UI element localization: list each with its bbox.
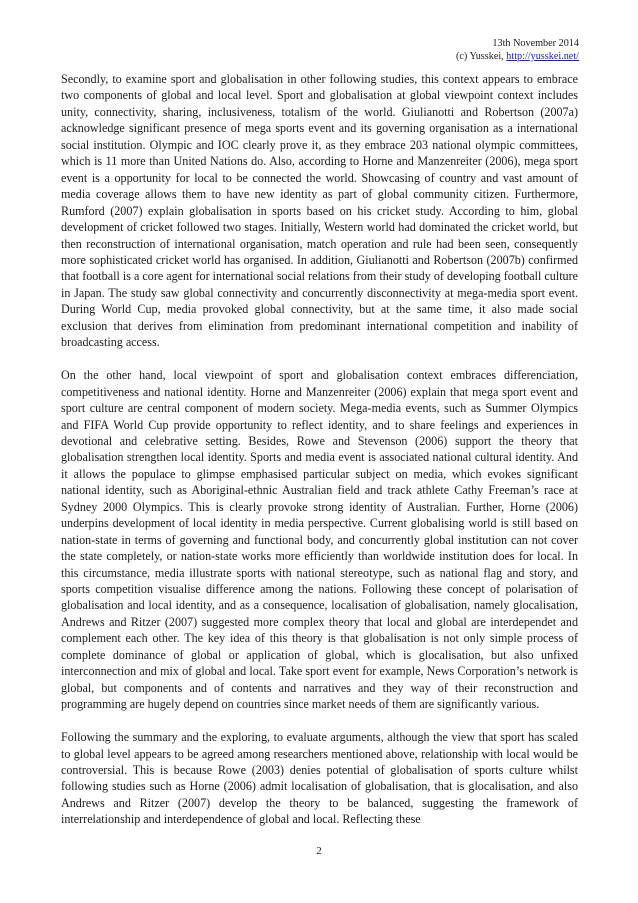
page-header bbox=[456, 37, 579, 63]
paragraph-local-viewpoint: On the other hand, local viewpoint of sport and globalisation context embraces differenciation, competitiveness and national identity. Horne and Manzenreiter (2006) explain that mega sport event and sport culture are central component of modern society. Mega-media events, such as Summer Olympics and FIFA World Cup provide opportunity to reflect identity, and to share feelings and experiences in devotional and celebrative setting. Besides, Rowe and Stevenson (2006) support the theory that globalisation strengthen local identity. Sports and media event is associated national cultural identity. And it allows the populace to glimpse emphasised particular subject on media, which evokes significant national identity, such as Aboriginal-ethnic Australian field and track athlete Cathy Freeman’s race at Sydney 2000 Olympics. This is clearly provoke strong identity of Australian. Further, Horne (2006) underpins development of local identity in media perspective. Current globalising world is still based on nation-state in terms of governing and functional body, and concurrently global institution can not cover the state completely, or nation-state works more efficiently than worldwide institution does for local. In this circumstance, media illustrate sports with national stereotype, such as national flag and story, and sports competition visualise difference among the nations. Following these concept of polarisation of globalisation and local identity, and as a consequence, localisation of globalisation, namely glocalisation, Andrews and Ritzer (2007) suggested more complex theory that local and global are interdependet and complement each other. The key idea of this theory is that globalisation is not only simple process of complete dominance of global or application of global, which is glocalisation, but also unfixed interconnection and mix of global and local. Take sport event for example, News Corporation’s network is global, but components and of contents and narratives and they way of their reconstruction and programming are hugely depend on countries since market needs of them are significantly various. bbox=[61, 368, 578, 712]
paragraph-global-viewpoint: Secondly, to examine sport and globalisation in other following studies, this context appears to embrace two components of global and local level. Sport and globalisation at global viewpoint context includes unity, connectivity, sharing, inclusiveness, totalism of the world. Giulianotti and Robertson (2007a) acknowledge significant presence of mega sports event and its governing organisation as a international social institution. Olympic and IOC clearly prove it, as they embrace 203 national olympic committees, which is 11 more than United Nations do. Also, according to Horne and Manzenreiter (2006), mega sport event is a opportunity for local to be connected the world. Showcasing of country and vast amount of media coverage allows them to have new identity as part of global community citizen. Furthermore, Rumford (2007) explain globalisation in sports based on his cricket study. According to him, global development of cricket followed two stages. Initially, Western world had dominated the cricket world, but then reconstruction of international organisation, match operation and rule had been seen, consequently more sophisticated cricket world has organised. In addition, Giulianotti and Robertson (2007b) confirmed that football is a core agent for international social relations from their study of developing football culture in Japan. The study saw global connectivity and concurrently disconnectivity at mega-media sport event. During World Cup, media provoked global connectivity, but at the same time, it also made social exclusion that derives from elimination from predominant international competition and inability of broadcasting access. bbox=[61, 72, 578, 350]
page-number: 2 bbox=[316, 845, 322, 857]
header-date: 13th November 2014 bbox=[492, 38, 579, 49]
header-credit-text: (c) Yusskei, bbox=[456, 51, 507, 62]
header-credit bbox=[456, 50, 579, 63]
header-credit-link[interactable]: http://yusskei.net/ bbox=[506, 51, 579, 62]
paragraph-evaluation: Following the summary and the exploring, to evaluate arguments, although the view that sport has scaled to global level appears to be agreed among researchers mentioned above, relationship with local would be controversial. This is because Rowe (2003) denies potential of globalisation of sports culture whilst following studies such as Horne (2006) admit localisation of globalisation, that is glocalisation, and also Andrews and Ritzer (2007) develop the theory to be balanced, suggesting the framework of interrelationship and interdependence of global and local. Reflecting these bbox=[61, 730, 578, 827]
body-text bbox=[61, 71, 578, 844]
